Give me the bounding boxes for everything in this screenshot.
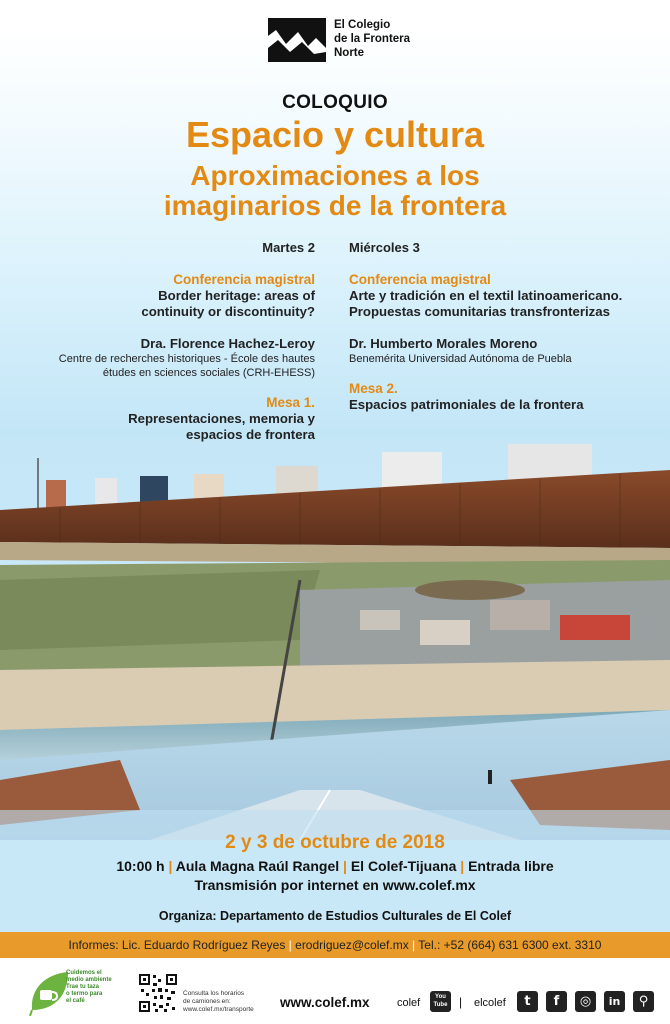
facebook-icon[interactable]: f [546, 991, 567, 1012]
youtube-handle: colef [397, 997, 421, 1009]
event-kicker: COLOQUIO [282, 92, 388, 113]
day-1-speaker: Dra. Florence Hachez-Leroy [140, 336, 315, 351]
day-2-institution-1: Benemérita Universidad Autónoma de Puebla [349, 353, 572, 365]
day-2-label: Miércoles 3 [349, 240, 420, 255]
day-1-column [15, 240, 315, 443]
day-1-conference-title-2: continuity or discontinuity? [141, 304, 315, 319]
event-time: 10:00 h [116, 858, 165, 874]
social-handle: elcolef [474, 997, 506, 1009]
eco-line-4: o termo para [66, 991, 103, 997]
linkedin-icon[interactable]: in [604, 991, 625, 1012]
day-2-mesa-label: Mesa 2. [349, 381, 398, 396]
day-2-conference-label: Conferencia magistral [349, 272, 491, 287]
youtube-icon-text-1: You [435, 994, 446, 1000]
logo-line-2: de la Frontera [334, 33, 411, 45]
subtitle-line-1: Aproximaciones a los [190, 160, 480, 191]
event-date: 2 y 3 de octubre de 2018 [225, 832, 445, 853]
contact-info [0, 938, 670, 952]
day-1-institution-1: Centre de recherches historiques - École des hautes [58, 353, 315, 365]
subtitle-line-2: imaginarios de la frontera [163, 190, 507, 221]
day-2-conference-title-1: Arte y tradición en el textil latinoamericano. [349, 288, 623, 303]
day-2-column [349, 240, 659, 413]
day-1-mesa-title-2: espacios de frontera [186, 427, 315, 442]
day-1-conference-title-1: Border heritage: areas of [158, 288, 315, 303]
eco-line-5: el café [66, 998, 85, 1004]
transport-line-3: www.colef.mx/transporte [183, 1006, 254, 1013]
day-1-conference-label: Conferencia magistral [173, 272, 315, 287]
social-separator: | [459, 995, 463, 1009]
event-title: Espacio y cultura [185, 114, 485, 155]
event-city: El Colef-Tijuana [350, 858, 457, 874]
contact-label: Informes: Lic. Eduardo Rodríguez Reyes [68, 938, 286, 952]
day-2-speaker: Dr. Humberto Morales Moreno [349, 336, 538, 351]
day-1-mesa-label: Mesa 1. [266, 395, 315, 410]
event-venue [0, 858, 670, 874]
venue-separator: | [168, 858, 173, 874]
contact-phone: Tel.: +52 (664) 631 6300 ext. 3310 [418, 938, 602, 952]
logo-mountain-icon [268, 18, 326, 62]
contact-separator: | [288, 938, 292, 952]
day-1-label: Martes 2 [262, 240, 315, 255]
day-2-mesa-title-1: Espacios patrimoniales de la frontera [349, 397, 584, 412]
transport-note [183, 990, 273, 1014]
transport-line-2: de camiones en: [183, 998, 231, 1005]
logo-line-3: Norte [334, 47, 365, 59]
contact-email[interactable]: erodriguez@colef.mx [295, 938, 409, 952]
transport-line-1: Consulta los horarios [183, 990, 245, 997]
website-link[interactable]: www.colef.mx [280, 995, 370, 1010]
day-1-mesa-title-1: Representaciones, memoria y [128, 411, 315, 426]
border-photo-collage [0, 430, 670, 840]
contact-separator: | [412, 938, 416, 952]
day-2-conference-title-2: Propuestas comunitarias transfronterizas [349, 304, 610, 319]
event-subtitle [0, 161, 670, 221]
event-place: Aula Magna Raúl Rangel [175, 858, 340, 874]
day-1-institution-2: études en sciences sociales (CRH-EHESS) [102, 367, 315, 379]
qr-code-icon[interactable] [138, 973, 178, 1013]
instagram-icon[interactable]: ◎ [575, 991, 596, 1012]
event-entry: Entrada libre [468, 858, 554, 874]
twitter-icon[interactable]: t [517, 991, 538, 1012]
youtube-icon-text-2: Tube [433, 1002, 448, 1008]
location-icon[interactable]: ⚲ [633, 991, 654, 1012]
eco-line-3: Trae tu taza [66, 984, 100, 990]
venue-separator: | [460, 858, 465, 874]
eco-line-2: medio ambiente [66, 977, 112, 983]
venue-separator: | [343, 858, 347, 874]
logo-line-1: El Colegio [334, 19, 391, 31]
event-organizer: Organiza: Departamento de Estudios Culturales de El Colef [158, 909, 512, 923]
colef-logo [268, 18, 410, 62]
eco-line-1: Cuidemos el [66, 970, 102, 976]
youtube-icon[interactable] [430, 991, 451, 1012]
eco-message [66, 970, 126, 1005]
event-stream: Transmisión por internet en www.colef.mx [194, 877, 476, 893]
